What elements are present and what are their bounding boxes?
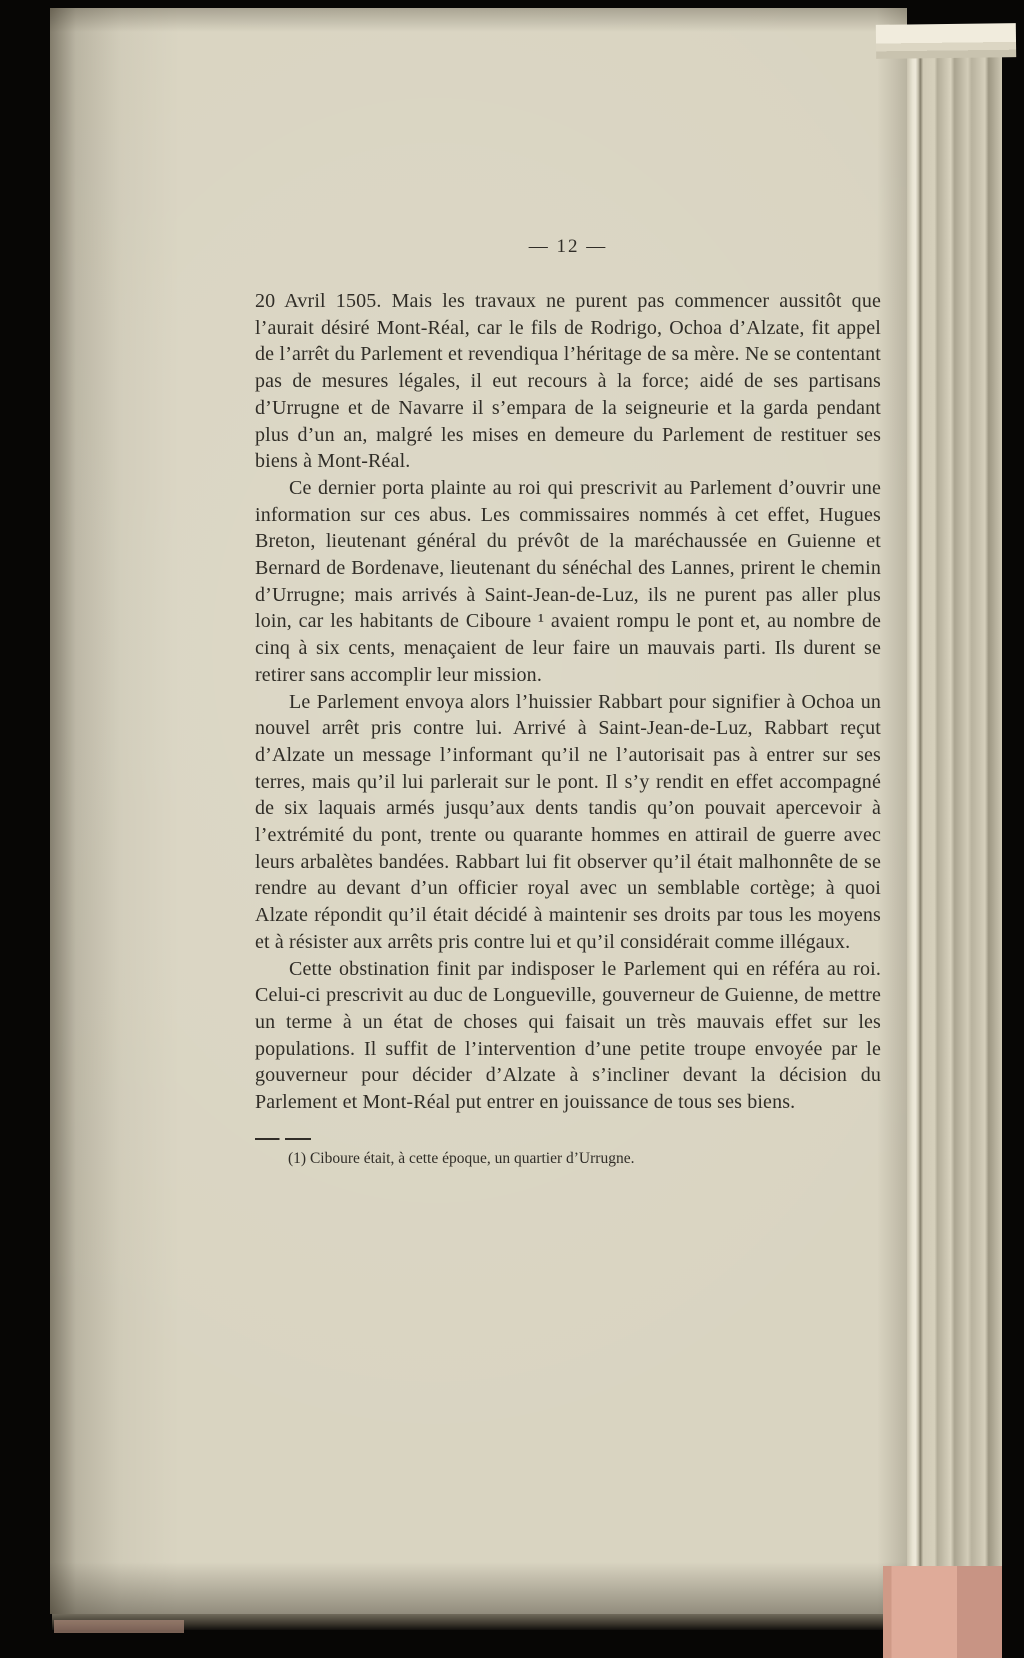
footnote-text: (1) Ciboure était, à cette époque, un quartier d’Urrugne. [288, 1149, 635, 1167]
paragraph: Ce dernier porta plainte au roi qui prescrivit au Parlement d’ouvrir une information sur ces abus. Les commissaires nommés à cet effet, Hugues Breton, lieutenant général du prévôt de la maréchaussée en Guienne et Bernard de Bordenave, lieutenant du sénéchal des Lannes, prirent le chemin d’Urrugne; mais arrivés à Saint-Jean-de-Luz, ils ne purent pas aller plus loin, car les habitants de Ciboure ¹ avaient rompu le pont et, au nombre de cinq à six cents, menaçaient de leur faire un mauvais parti. Ils durent se retirer sans accomplir leur mission. [255, 476, 881, 686]
paragraph: Cette obstination finit par indisposer le Parlement qui en référa au roi. Celui-ci prescrivit au duc de Longueville, gouverneur de Guienne, de mettre un terme à un état de choses qui faisait un très mauvais effet sur les populations. Il suffit de l’intervention d’une petite troupe envoyée par le gouverneur pour décider d’Alzate à s’incliner devant la décision du Parlement et Mont-Réal put entrer en jouissance de tous ses biens. [255, 957, 881, 1114]
page-content [255, 236, 881, 1168]
page-number: — 12 — [528, 236, 608, 257]
book-fore-edge-pink-bottom [883, 1566, 1002, 1658]
footnote-separator [255, 1138, 311, 1140]
scanned-book-page [50, 8, 907, 1614]
paragraph: 20 Avril 1505. Mais les travaux ne purent pas commencer aussitôt que l’aurait désiré Mont-Réal, car le fils de Rodrigo, Ochoa d’Alzate, fit appel de l’arrêt du Parlement et revendiqua l’héritage de sa mère. Ne se contentant pas de mesures légales, il eut recours à la force; aidé de ses partisans d’Urrugne et de Navarre il s’empara de la seigneurie et la garda pendant plus d’un an, malgré les mises en demeure du Parlement de restituer ses biens à Mont-Réal. [255, 290, 881, 473]
book-fore-edge [907, 26, 1002, 1571]
book-bottom-edge-pink [54, 1620, 184, 1633]
paragraph: Le Parlement envoya alors l’huissier Rabbart pour signifier à Ochoa un nouvel arrêt pris contre lui. Arrivé à Saint-Jean-de-Luz, Rabbart reçut d’Alzate un message l’informant qu’il ne l’autorisait pas à entrer sur ses terres, mais qu’il lui parlerait sur le pont. Il s’y rendit en effet accompagné de six laquais armés jusqu’aux dents tandis qu’on pouvait apercevoir à l’extrémité du pont, trente ou quarante hommes en attirail de guerre avec leurs arbalètes bandées. Rabbart lui fit observer qu’il était malhonnête de se rendre au devant d’un officier royal avec un semblable cortège; à quoi Alzate répondit qu’il était décidé à maintenir ses droits par tous les moyens et à résister aux arrêts pris contre lui et qu’il considérait comme illégaux. [255, 690, 881, 953]
book-page-edges-top [876, 23, 1016, 59]
body-text [255, 288, 881, 1116]
